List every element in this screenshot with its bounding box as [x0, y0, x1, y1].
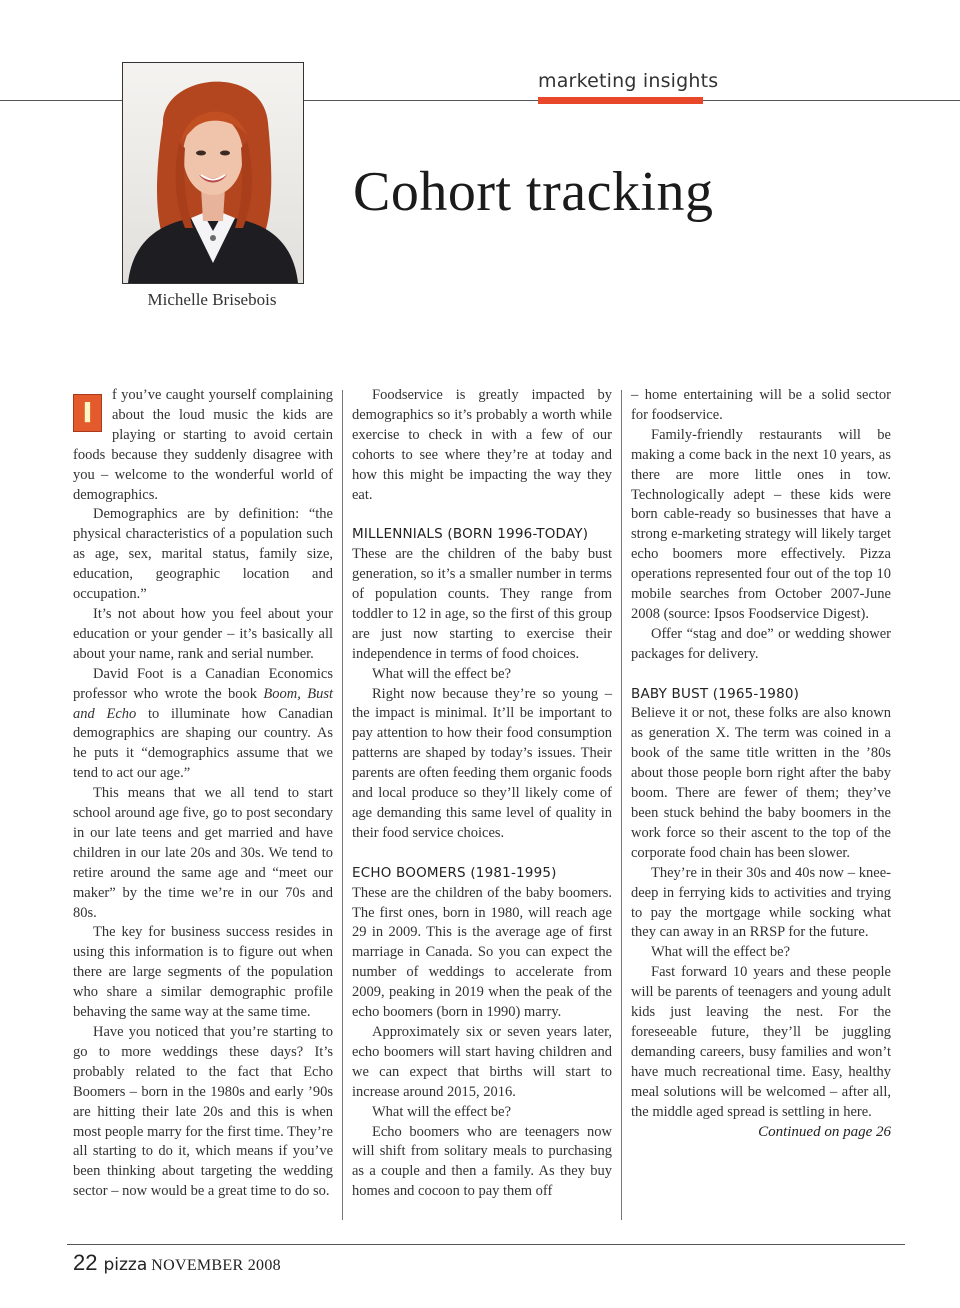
book-title: Boom, Bust and Echo	[73, 685, 333, 722]
author-portrait-image	[123, 63, 303, 283]
subheading: ECHO BOOMERS (1981-1995)	[352, 864, 557, 881]
paragraph: What will the effect be?	[372, 665, 512, 682]
paragraph: Demographics are by definition: “the physical characteristics of a population such as age, sex, marital status, family size, education, geographic location and occupation.”	[73, 506, 333, 603]
section-label: marketing insights	[538, 70, 719, 92]
paragraph: Foodservice is greatly impacted by demographics so it’s probably a worth while exercise to check in with a few of our cohorts to see where they’re at today and how this might be impacting the way they eat.	[352, 387, 612, 503]
continued-link[interactable]: Continued on page 26	[758, 1123, 891, 1140]
column-divider	[621, 390, 622, 1220]
paragraph: The key for business success resides in using this information is to figure out when there are large segments of the population who share a similar demographic profile behaving the same way at the same time.	[73, 924, 333, 1021]
issue-date: NOVEMBER 2008	[151, 1257, 281, 1274]
paragraph: This means that we all tend to start school around age five, go to post secondary in our late teens and get married and have children in our late 20s and 30s. We tend to retire around the same age and “meet our maker” by the time we’re in our 70s and 80s.	[73, 785, 333, 921]
paragraph: Approximately six or seven years later, echo boomers will start having children and we can expect that births will start to increase around 2015, 2016.	[352, 1023, 612, 1100]
drop-cap: I	[73, 394, 102, 432]
page-number: 22	[73, 1250, 98, 1275]
paragraph: Family-friendly restaurants will be making a come back in the next 10 years, as there are more little ones in tow. Technologically adept – these kids were born cable-ready so businesses that have a strong e-marketing strategy will likely target echo boomers more effectively. Pizza operations represented four out of the top 10 mobile searches from October 2007-June 2008 (source: Ipsos Foodservice Digest).	[631, 426, 891, 622]
text-run: David Foot is a Canadian Economics professor who wrote the book	[73, 665, 333, 702]
article-column-2	[352, 386, 612, 1202]
paragraph: Believe it or not, these folks are also known as generation X. The term was coined in a book of the same title written in the ’80s about those people born right after the baby boom. There are fewer of them; they’ve been stuck behind the baby boomers in the work force so their ascent to the top of the corporate food chain has been slower.	[631, 705, 891, 861]
paragraph: Right now because they’re so young – the impact is minimal. It’ll be important to pay attention to how their food consumption patterns are shaped by today’s issues. Their parents are often feeding them organic foods and local produce so they’ll likely come of age demanding this same level of quality in their food service choices.	[352, 685, 612, 841]
article-column-3	[631, 386, 891, 1142]
column-divider	[342, 390, 343, 1220]
text-run: to illuminate how Canadian demographics are shaping our country. As he puts it “demographics assume that we tend to act our age.”	[73, 705, 333, 782]
paragraph: These are the children of the baby boomers. The first ones, born in 1980, will reach age 29 in 2009. This is the average age of first marriage in Canada. So you can expect the number of weddings to accelerate from 2009, peaking in 2019 when the peak of the echo boomers (born in 1990) marry.	[352, 884, 612, 1021]
paragraph: Have you noticed that you’re starting to go to more weddings these days? It’s probably related to the fact that Echo Boomers – born in the 1980s and early ’90s are hitting their late 20s and this is when most people marry for the first time. They’re all starting to do it, which means if you’ve been thinking about targeting the wedding sector – now would be a great time to do so.	[73, 1024, 333, 1200]
header-rule-left	[0, 100, 123, 101]
paragraph: Offer “stag and doe” or wedding shower packages for delivery.	[631, 625, 891, 662]
magazine-name: pizza	[103, 1255, 148, 1275]
footer-rule	[67, 1244, 905, 1245]
subheading: BABY BUST (1965-1980)	[631, 685, 800, 702]
paragraph: They’re in their 30s and 40s now – knee-deep in ferrying kids to activities and trying to pay the mortgage while socking what they can away in an RRSP for the future.	[631, 864, 891, 941]
author-photo	[122, 62, 304, 284]
paragraph: Fast forward 10 years and these people will be parents of teenagers and young adult kids just leaving the nest. For the foreseeable future, they’ll be juggling demanding careers, busy families and won’t have much recreational time. Easy, healthy meal solutions will be welcomed – after all, the middle aged spread is settling in here.	[631, 964, 891, 1120]
paragraph: What will the effect be?	[372, 1103, 512, 1120]
paragraph: f you’ve caught yourself complaining about the loud music the kids are playing or starting to avoid certain foods because they suddenly disagree with you – welcome to the wonderful world of demographics.	[73, 387, 333, 503]
paragraph: – home entertaining will be a solid sector for foodservice.	[631, 387, 891, 423]
author-name-caption: Michelle Brisebois	[147, 290, 277, 309]
subheading: MILLENNIALS (BORN 1996-TODAY)	[352, 526, 589, 543]
paragraph: Echo boomers who are teenagers now will shift from solitary meals to purchasing as a couple and then a family. As they buy homes and cocoon to pay them off	[352, 1123, 612, 1200]
paragraph: It’s not about how you feel about your education or your gender – it’s basically all about your name, rank and serial number.	[73, 605, 333, 662]
article-title: Cohort tracking	[353, 161, 714, 223]
paragraph: These are the children of the baby bust generation, so it’s a smaller number in terms of population counts. They range from toddler to 12 in age, so the first of this group are just now starting to exercise their independence in terms of food choices.	[352, 546, 612, 662]
paragraph	[73, 665, 333, 784]
article-column-1	[73, 386, 333, 1202]
section-label-underline	[538, 97, 703, 104]
paragraph: What will the effect be?	[651, 944, 791, 961]
page-footer	[73, 1250, 281, 1276]
